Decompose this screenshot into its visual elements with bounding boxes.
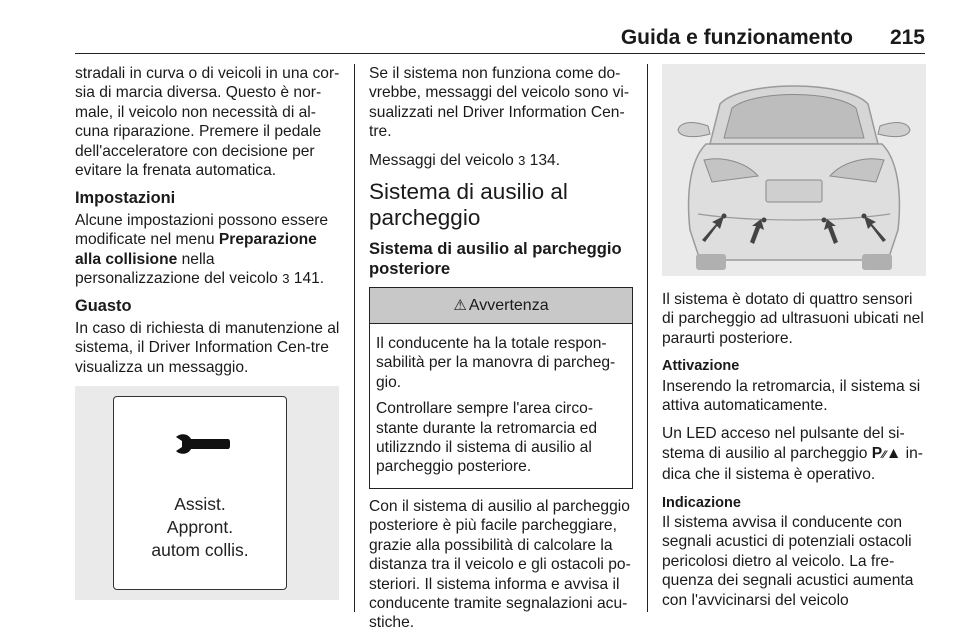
dic-display-figure <box>75 386 339 600</box>
column-left <box>75 64 341 600</box>
page-header <box>75 24 925 54</box>
warning-text-2: Controllare sempre l'area circo-stante durante la retromarcia ed utilizzndo il sistema di ausilio al parcheggio posteriore. <box>376 400 598 476</box>
wrench-icon <box>174 433 230 455</box>
paragraph-vehicle-messages: Messaggi del veicolo 3 134. <box>369 151 561 169</box>
page-ref-arrow-icon: 3 <box>282 271 290 287</box>
heading-settings: Impostazioni <box>75 189 176 208</box>
warning-box <box>369 287 633 489</box>
paragraph-settings: Alcune impostazioni possono essere modificate nel menu Preparazione alla collisione nella personalizzazione del veicolo 3 141. <box>75 211 329 288</box>
warning-triangle-icon: ⚠ <box>453 297 467 315</box>
paragraph-park-assist-intro: Con il sistema di ausilio al parcheggio posteriore è più facile parcheggiare, grazie alla possibilità di calcolare la distanza tra il veicolo e gli ostacoli po-steriori. Il sistema informa e avvisa il conducente tramite segnalazioni acu-stiche. <box>369 497 631 632</box>
paragraph-malfunction: Se il sistema non funziona come do-vrebbe, messaggi del veicolo sono vi-sualizzati nel Driver Information Cen-tre. <box>369 65 630 141</box>
display-line-2: Appront. <box>166 517 234 538</box>
car-rear-illustration <box>662 64 926 276</box>
paragraph-sensors: Il sistema è dotato di quattro sensori di parcheggio ad ultrasuoni ubicati nel paraurti posteriore. <box>662 291 924 347</box>
display-line-3: autom collis. <box>151 540 249 561</box>
parking-assist-icon: P⁄⁄▲ <box>871 444 902 462</box>
dic-display-screen <box>113 396 287 590</box>
paragraph-indication: Il sistema avvisa il conducente con segnali acustici di potenziali ostacoli pericolosi dietro al veicolo. La fre-quenza dei segnali acustici aumenta con l'avvicinarsi del veicolo <box>662 514 914 609</box>
section-heading: Sistema di ausilio al parcheggio <box>369 179 568 231</box>
paragraph-collision-note: stradali in curva o di veicoli in una cor-sia di marcia diversa. Questo è nor-male, il veicolo non necessità di al-cuna riparazione. Premere il pedale dell'acceleratore con decisione per evitare la frenata automatica. <box>75 65 340 180</box>
paragraph-activation: Inserendo la retromarcia, il sistema si attiva automaticamente. <box>662 377 921 415</box>
column-middle <box>369 64 633 642</box>
heading-indication: Indicazione <box>662 494 741 511</box>
paragraph-fault: In caso di richiesta di manutenzione al sistema, il Driver Information Cen-tre visualizza un messaggio. <box>75 319 340 376</box>
heading-fault: Guasto <box>75 297 132 316</box>
page-number: 215 <box>889 26 925 49</box>
paragraph-led: Un LED acceso nel pulsante del si-stema di ausilio al parcheggio P⁄⁄▲ in-dica che il sistema è operativo. <box>662 425 923 484</box>
car-rear-sensors-figure <box>662 64 926 276</box>
display-line-1: Assist. <box>174 494 226 515</box>
page-ref-arrow-icon: 3 <box>518 152 526 168</box>
warning-header <box>370 288 632 324</box>
subsection-heading: Sistema di ausilio al parcheggio posteriore <box>369 239 622 279</box>
heading-activation: Attivazione <box>662 358 740 375</box>
chapter-title: Guida e funzionamento <box>620 26 853 49</box>
column-divider-1 <box>354 64 355 612</box>
warning-title: Avvertenza <box>468 297 549 315</box>
column-right <box>662 64 927 619</box>
column-divider-2 <box>647 64 648 612</box>
menu-name: Preparazione alla collisione <box>75 231 317 268</box>
warning-text-1: Il conducente ha la totale respon-sabilità per la manovra di parcheg-gio. <box>376 335 616 391</box>
